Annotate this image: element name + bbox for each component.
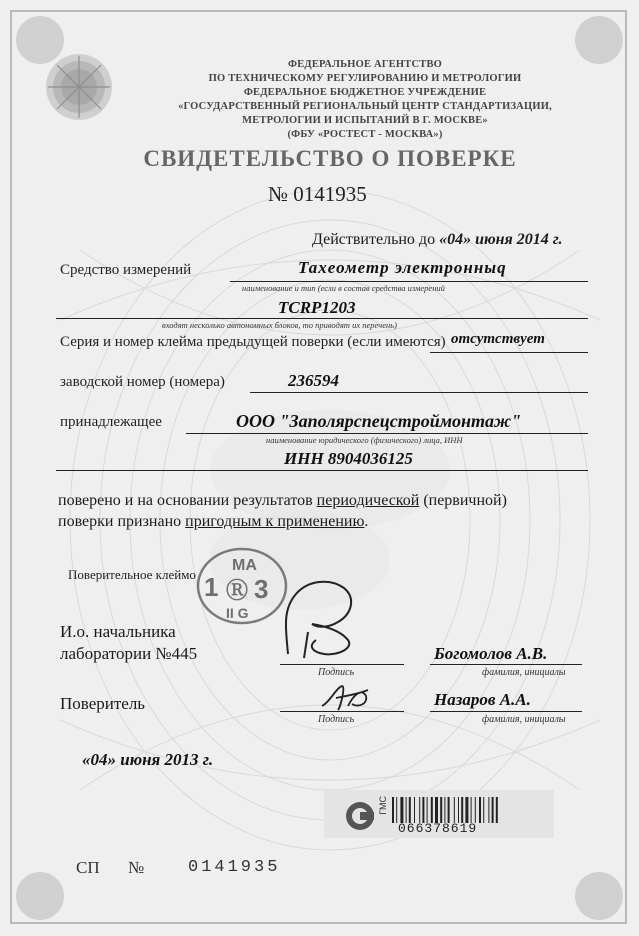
agency-header-line-2: ПО ТЕХНИЧЕСКОМУ РЕГУЛИРОВАНИЮ И МЕТРОЛОГИИ xyxy=(208,73,522,84)
certificate-number: № 0141935 xyxy=(268,182,367,206)
head-name-caption: фамилия, инициалы xyxy=(482,667,566,678)
head-title-line-1: И.о. начальника xyxy=(60,622,176,641)
stamp-label: Поверительное клеймо xyxy=(68,567,196,582)
instrument-value: Тахеометр электронныq xyxy=(298,258,507,277)
stamp-bottom-text: II G xyxy=(226,605,249,621)
owner-inn-underline xyxy=(56,470,588,471)
head-name: Богомолов А.В. xyxy=(434,644,548,663)
result-line-2-c: . xyxy=(364,513,369,530)
verifier-signature xyxy=(318,680,378,714)
instrument-label: Средство измерений xyxy=(60,262,192,278)
owner-underline xyxy=(186,433,588,434)
result-line-2 xyxy=(58,513,368,531)
sticker-brand: ГМС xyxy=(378,796,388,815)
instrument-note: наименование и тип (если в состав средства измерений xyxy=(242,283,445,293)
verifier-signature-caption: Подпись xyxy=(318,714,355,725)
barcode-icon xyxy=(392,797,552,823)
owner-note: наименование юридического (физического) лица, ИНН xyxy=(266,435,463,445)
owner-value: ООО "Заполярспецстроймонтаж" xyxy=(236,411,522,431)
verifier-name-caption: фамилия, инициалы xyxy=(482,714,566,725)
head-name-line xyxy=(430,664,582,665)
gms-logo-icon xyxy=(344,800,376,832)
head-signature-caption: Подпись xyxy=(318,667,355,678)
stamp-middle-text: 1 xyxy=(204,572,219,602)
stamp-mark-text: Ⓡ xyxy=(226,578,249,603)
result-line-1 xyxy=(58,492,507,510)
result-line-1-c: (первичной) xyxy=(419,492,507,509)
previous-mark-label: Серия и номер клейма предыдущей поверки (если имеются) xyxy=(60,334,446,350)
model-value: TCRP1203 xyxy=(278,298,356,317)
verifier-label: Поверитель xyxy=(60,694,146,713)
result-line-1-a: поверено и на основании результатов xyxy=(58,492,317,509)
sticker-number: 066378619 xyxy=(398,821,478,836)
agency-header-line-5: МЕТРОЛОГИИ И ИСПЫТАНИЙ В Г. МОСКВЕ» xyxy=(242,115,488,126)
form-series-prefix: СП xyxy=(76,858,100,877)
agency-emblem-icon xyxy=(44,52,114,122)
stamp-top-text: МА xyxy=(232,557,257,574)
owner-label: принадлежащее xyxy=(60,414,162,430)
agency-header-line-4: «ГОСУДАРСТВЕННЫЙ РЕГИОНАЛЬНЫЙ ЦЕНТР СТАНДАРТИЗАЦИИ, xyxy=(178,101,552,112)
model-underline xyxy=(56,318,588,319)
form-number: 0141935 xyxy=(188,858,281,877)
document-title: СВИДЕТЕЛЬСТВО О ПОВЕРКЕ xyxy=(143,146,517,171)
validity-date: «04» июня 2014 г. xyxy=(439,231,563,248)
previous-mark-underline xyxy=(430,352,588,353)
result-fit-for-use: пригодным к применению xyxy=(185,513,365,530)
serial-label: заводской номер (номера) xyxy=(60,374,225,390)
verifier-name: Назаров А.А. xyxy=(434,690,531,709)
agency-header-line-6: (ФБУ «РОСТЕСТ - МОСКВА») xyxy=(287,129,443,140)
verifier-signature-line xyxy=(280,711,404,712)
agency-header-line-1: ФЕДЕРАЛЬНОЕ АГЕНТСТВО xyxy=(287,59,443,70)
result-line-2-a: поверки признано xyxy=(58,513,186,530)
issue-date: «04» июня 2013 г. xyxy=(82,750,214,769)
head-title-line-2: лаборатории №445 xyxy=(60,644,198,663)
model-note: входят несколько автономных блоков, то приводят их перечень) xyxy=(162,320,397,330)
previous-mark-value: отсутствует xyxy=(451,331,545,347)
head-signature-line xyxy=(280,664,404,665)
head-signature xyxy=(268,570,378,666)
stamp-right-text: 3 xyxy=(254,574,269,604)
serial-value: 236594 xyxy=(288,371,339,390)
form-number-sign: № xyxy=(128,858,145,877)
result-periodic: периодической xyxy=(316,492,420,509)
validity-line xyxy=(312,231,562,249)
instrument-underline xyxy=(230,281,588,282)
serial-underline xyxy=(250,392,588,393)
verifier-name-line xyxy=(430,711,582,712)
validity-prefix: Действительно до xyxy=(312,231,436,248)
agency-header-line-3: ФЕДЕРАЛЬНОЕ БЮДЖЕТНОЕ УЧРЕЖДЕНИЕ xyxy=(243,87,487,98)
owner-inn: ИНН 8904036125 xyxy=(284,449,413,468)
